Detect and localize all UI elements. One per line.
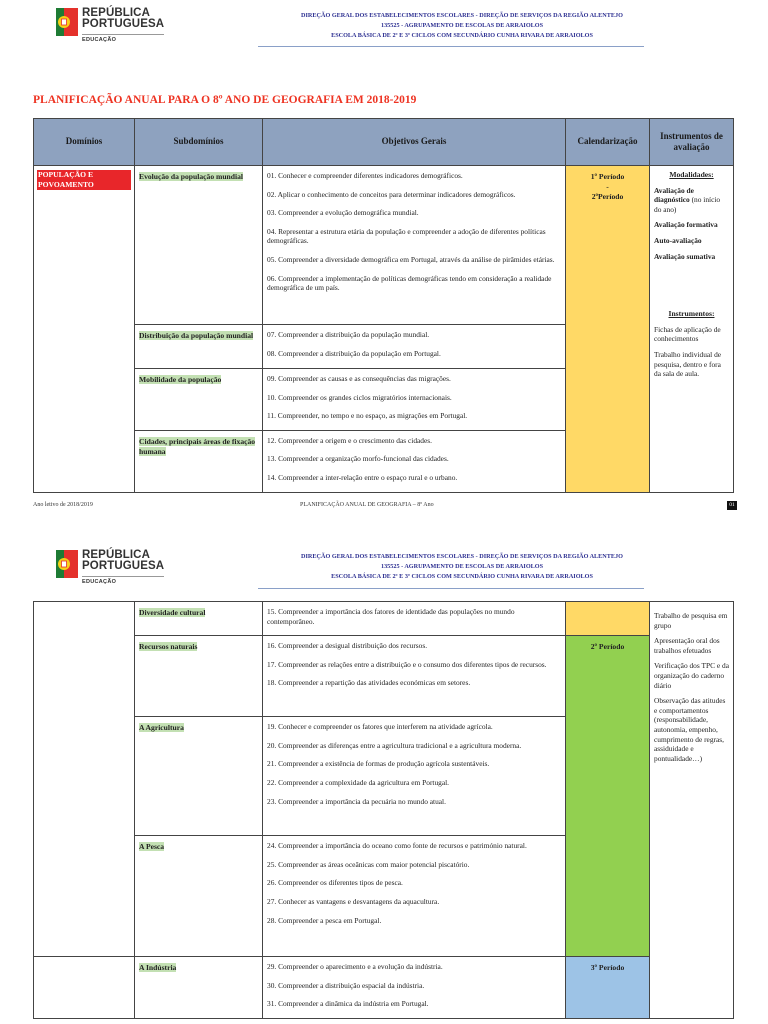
header-line2: 135525 - AGRUPAMENTO DE ESCOLAS DE ARRAIOLOS [380,562,544,570]
header-text [232,11,692,40]
subdomain-cell: Mobilidade da população [135,369,263,431]
domain-tag: POPULAÇÃO E POVOAMENTO [37,170,131,190]
footer-left: Ano letivo de 2018/2019 [33,502,93,508]
coat-of-arms-icon [56,8,78,36]
objectives-cell: 15. Compreender a importância dos fatores de identidade das populações no mundo contemporâneo. [263,602,566,636]
plan-table-page2 [33,601,734,1019]
col-header-instrumentos: Instrumentos de avaliação [650,119,734,166]
objectives-cell: 07. Compreender a distribuição da população mundial. 08. Compreender a distribuição da população em Portugal. [263,325,566,369]
logo [56,8,164,43]
logo [56,550,164,585]
domain-cell [34,602,135,957]
subdomain-cell: Evolução da população mundial [135,166,263,325]
objectives-cell: 09. Compreender as causas e as consequências das migrações. 10. Compreender os grandes ciclos migratórios internacionais. 11. Compreender, no tempo e no espaço, as migrações em Portugal. [263,369,566,431]
header-line1: DIREÇÃO GERAL DOS ESTABELECIMENTOS ESCOLARES - DIREÇÃO DE SERVIÇOS DA REGIÃO ALENTEJO [301,553,623,560]
col-header-calendarizacao: Calendarização [566,119,650,166]
header-line3: ESCOLA BÁSICA DE 2º E 3º CICLOS COM SECUNDÁRIO CUNHA RIVARA DE ARRAIOLOS [331,572,593,580]
plan-table-page1 [33,118,734,493]
logo-line1: REPÚBLICA [82,549,150,561]
instruments-cell: Trabalho de pesquisa em grupo Apresentação oral dos trabalhos efetuados Verificação dos TPC e da organização do caderno diário Observação das atitudes e comportamentos (responsabilidade, autonomia, empenho, cumprimento de regras, assiduidade e pontualidade…) [650,602,734,1019]
subdomain-cell: Cidades, principais áreas de fixação humana [135,430,263,492]
subdomain-cell: A Agricultura [135,717,263,836]
header-line2: 135525 - AGRUPAMENTO DE ESCOLAS DE ARRAIOLOS [380,21,544,29]
page-number: 01 [727,501,737,510]
subdomain-cell: Recursos naturais [135,636,263,717]
subdomain-cell: A Indústria [135,957,263,1019]
header-divider [258,46,644,47]
objectives-cell: 01. Conhecer e compreender diferentes indicadores demográficos. 02. Aplicar o conhecimento de conceitos para determinar indicadores demográficos. 03. Compreender a evolução demográfica mundial. 04. Representar a estrutura etária da população e compreender a adoção de diferentes políticas demográficas. 05. Compreender a diversidade demográfica em Portugal, através da análise de pirâmides etárias. 06. Compreender a implementação de políticas demográficas tendo em consideração a realidade demográfica de um país. [263,166,566,325]
objectives-cell: 16. Compreender a desigual distribuição dos recursos. 17. Compreender as relações entre a distribuição e o consumo dos diferentes tipos de recursos. 18. Compreender a repartição das atividades económicas em setores. [263,636,566,717]
col-header-dominios: Domínios [34,119,135,166]
instruments-cell: Modalidades: Avaliação de diagnóstico (no início do ano) Avaliação formativa Auto-avaliação Avaliação sumativa Instrumentos: Fichas de aplicação de conhecimentos Trabalho individual de pesquisa, dentro e fora da sala de aula. [650,166,734,493]
col-header-subdominios: Subdomínios [135,119,263,166]
logo-line1: REPÚBLICA [82,7,150,19]
subdomain-cell: A Pesca [135,836,263,957]
header-divider [258,588,644,589]
objectives-cell: 29. Compreender o aparecimento e a evolução da indústria. 30. Compreender a distribuição espacial da indústria. 31. Compreender a dinâmica da indústria em Portugal. [263,957,566,1019]
header-line1: DIREÇÃO GERAL DOS ESTABELECIMENTOS ESCOLARES - DIREÇÃO DE SERVIÇOS DA REGIÃO ALENTEJO [301,12,623,19]
calendar-cell: 3º Período [566,957,650,1019]
logo-line2: PORTUGUESA [82,18,165,30]
subdomain-cell: Diversidade cultural [135,602,263,636]
domain-cell [34,957,135,1019]
logo-sub: EDUCAÇÃO [82,576,164,585]
domain-cell [34,166,135,493]
calendar-cell [566,602,650,636]
footer-center: PLANIFICAÇÃO ANUAL DE GEOGRAFIA – 8º Ano [300,502,434,508]
col-header-objetivos: Objetivos Gerais [263,119,566,166]
header-line3: ESCOLA BÁSICA DE 2º E 3º CICLOS COM SECUNDÁRIO CUNHA RIVARA DE ARRAIOLOS [331,31,593,39]
page-title: PLANIFICAÇÃO ANUAL PARA O 8º ANO DE GEOGRAFIA EM 2018-2019 [33,94,417,106]
objectives-cell: 24. Compreender a importância do oceano como fonte de recursos e património natural. 25. Compreender as áreas oceânicas com maior potencial piscatório. 26. Compreender os diferentes tipos de pesca. 27. Conhecer as vantagens e desvantagens da aquacultura. 28. Compreender a pesca em Portugal. [263,836,566,957]
subdomain-cell: Distribuição da população mundial [135,325,263,369]
logo-line2: PORTUGUESA [82,560,165,572]
logo-sub: EDUCAÇÃO [82,34,164,43]
header-text [232,552,692,581]
objectives-cell: 19. Conhecer e compreender os fatores que interferem na atividade agrícola. 20. Compreender as diferenças entre a agricultura tradicional e a agricultura moderna. 21. Compreender a existência de formas de produção agrícola sustentáveis. 22. Compreender a complexidade da agricultura em Portugal. 23. Compreender a importância da pecuária no mundo atual. [263,717,566,836]
calendar-cell: 1º Período - 2ºPeríodo [566,166,650,493]
objectives-cell: 12. Compreender a origem e o crescimento das cidades. 13. Compreender a organização morfo-funcional das cidades. 14. Compreender a inter-relação entre o espaço rural e o urbano. [263,430,566,492]
coat-of-arms-icon [56,550,78,578]
calendar-cell: 2º Período [566,636,650,957]
